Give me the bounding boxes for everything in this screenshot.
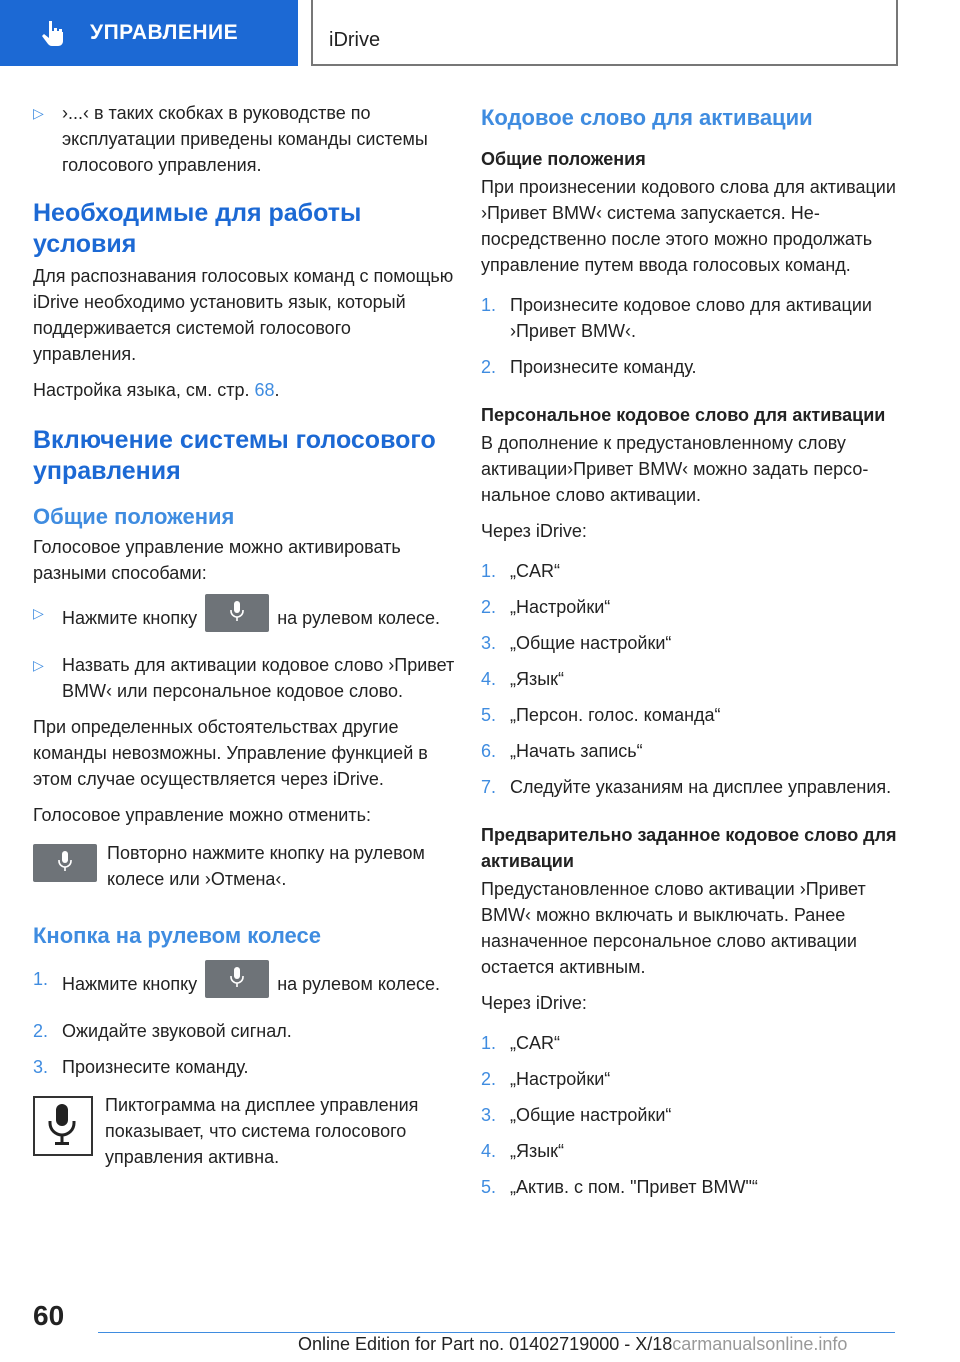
- cancel-instruction: [33, 840, 457, 892]
- bullet-item: ▷ Назвать для активации кодовое слово ›Привет BMW‹ или персональное кодовое слово.: [33, 652, 457, 704]
- section-tab: [0, 0, 298, 66]
- footer-edition: Online Edition for Part no. 01402719000 - X/18carmanualsonline.info: [298, 1334, 848, 1354]
- paragraph: При определенных обстоятельствах другие команды невозможны. Управление функцией в этом случае осуществляется через iDrive.: [33, 717, 428, 789]
- numbered-step: 1. Произнесите кодовое слово для активации ›Привет BMW‹.: [481, 295, 872, 341]
- numbered-step: 2. Произнесите команду.: [481, 357, 697, 377]
- cancel-text: Повторно нажмите кнопку на рулевом колесе или ›Отмена‹.: [107, 843, 425, 889]
- mic-button-image: [33, 844, 97, 882]
- numbered-step: 7. Следуйте указаниям на дисплее управления.: [481, 777, 892, 797]
- microphone-icon: [47, 1104, 77, 1146]
- paragraph: Голосовое управление можно отменить:: [33, 805, 371, 825]
- mic-button-image: [205, 960, 269, 998]
- paragraph: Для распознавания голосовых команд с помощью iDrive необходимо установить язык, который поддерживается системой голосового управления.: [33, 266, 454, 364]
- microphone-icon: [229, 601, 245, 623]
- numbered-step: 3. Произнесите команду.: [33, 1057, 249, 1077]
- heading-steering-button: Кнопка на рулевом колесе: [33, 923, 321, 948]
- triangle-bullet-icon: ▷: [33, 605, 44, 621]
- paragraph: Через iDrive:: [481, 993, 587, 1013]
- pictogram-text: Пиктограмма на дисплее управления показывает, что система голосового управления активна.: [105, 1095, 419, 1167]
- paragraph: Через iDrive:: [481, 521, 587, 541]
- numbered-step: 5. „Актив. с пом. "Привет BMW"“: [481, 1177, 758, 1197]
- numbered-step: 5. „Персон. голос. команда“: [481, 705, 721, 725]
- preset-steps-list: [481, 1030, 901, 1200]
- numbered-step: 2. Ожидайте звуковой сигнал.: [33, 1021, 292, 1041]
- paragraph: При произнесении кодового слова для активации ›Привет BMW‹ система запускается. Непосредственно после этого можно продолжать управление путем ввода голосовых команд.: [481, 177, 896, 275]
- numbered-step: 1. „CAR“: [481, 1033, 560, 1053]
- numbered-step: 1. Нажмите кнопку на рулевом колесе.: [33, 966, 457, 1004]
- pictogram-note: [33, 1092, 457, 1170]
- triangle-bullet-icon: ▷: [33, 657, 44, 673]
- numbered-step: 3. „Общие настройки“: [481, 1105, 672, 1125]
- paragraph: Настройка языка, см. стр. 68.: [33, 380, 280, 400]
- microphone-icon: [57, 851, 73, 873]
- microphone-icon: [229, 967, 245, 989]
- heading-codeword: Кодовое слово для активации: [481, 105, 813, 130]
- left-column: [33, 100, 457, 1180]
- voice-pictogram: [33, 1096, 93, 1156]
- heading-activation: Включение системы голосового управления: [33, 426, 436, 485]
- mic-button-image: [205, 594, 269, 632]
- chapter-title: iDrive: [329, 29, 381, 51]
- heading-requirements: Необходимые для работы условия: [33, 199, 362, 258]
- section-tab-label: УПРАВЛЕНИЕ: [90, 21, 239, 44]
- page-link[interactable]: 68: [254, 380, 275, 400]
- numbered-step: 6. „Начать запись“: [481, 741, 643, 761]
- bullet-item: ▷ ›...‹ в таких скобках в руководстве по эксплуатации приведены команды системы голосового управления.: [33, 100, 457, 178]
- paragraph: Предустановленное слово активации ›Привет BMW‹ можно включать и выключать. Ранее назначенное персональное слово активации остается активным.: [481, 879, 866, 977]
- numbered-step: 2. „Настройки“: [481, 1069, 611, 1089]
- triangle-bullet-icon: ▷: [33, 105, 44, 121]
- subheading-preset: Предварительно заданное кодовое слово для активации: [481, 825, 897, 871]
- footer-divider: [98, 1332, 895, 1333]
- numbered-step: 4. „Язык“: [481, 1141, 565, 1161]
- bullet-item: ▷ Нажмите кнопку на рулевом колесе.: [33, 600, 457, 638]
- chapter-header: [311, 0, 898, 66]
- paragraph: Голосовое управление можно активировать разными способами:: [33, 537, 401, 583]
- numbered-step: 4. „Язык“: [481, 669, 565, 689]
- paragraph: В дополнение к предустановленному слову активации›Привет BMW‹ можно задать персональное слово активации.: [481, 433, 869, 505]
- page-number: 60: [33, 1300, 65, 1331]
- right-column: [481, 100, 901, 1210]
- personal-steps-list: [481, 558, 901, 800]
- numbered-step: 2. „Настройки“: [481, 597, 611, 617]
- heading-general: Общие положения: [33, 504, 235, 529]
- numbered-step: 3. „Общие настройки“: [481, 633, 672, 653]
- subheading-personal: Персональное кодовое слово для активации: [481, 405, 886, 425]
- footer-brand: carmanualsonline.info: [672, 1334, 848, 1354]
- hand-pointer-icon: [38, 18, 68, 48]
- subheading-general: Общие положения: [481, 149, 646, 169]
- numbered-step: 1. „CAR“: [481, 561, 560, 581]
